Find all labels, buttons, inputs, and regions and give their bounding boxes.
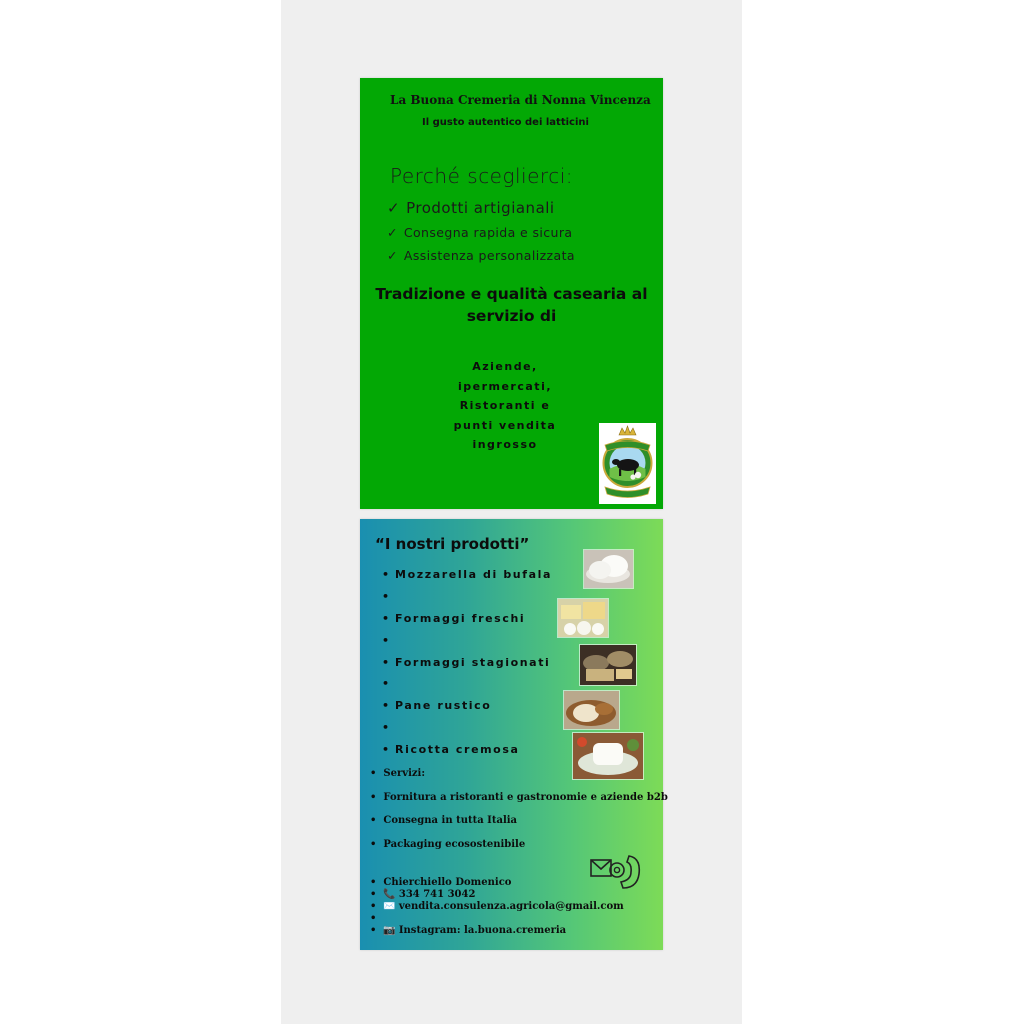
why-heading: Perché sceglierci: — [390, 164, 573, 188]
camera-icon: 📷 — [383, 924, 396, 936]
rustic-bread-photo — [563, 690, 620, 730]
logo-emblem — [599, 423, 656, 504]
service-item: • Consegna in tutta Italia — [370, 815, 668, 839]
services-heading: • Servizi: — [370, 768, 668, 792]
tagline: Il gusto autentico dei latticini — [422, 117, 589, 128]
feature-label: Consegna rapida e sicura — [403, 225, 573, 240]
contact-name: • Chierchiello Domenico — [370, 877, 624, 889]
product-item: • Ricotta cremosa — [382, 743, 552, 765]
contact-list — [370, 877, 624, 936]
service-item: • Packaging ecosostenibile — [370, 839, 668, 863]
email-address[interactable]: vendita.consulenza.agricola@gmail.com — [398, 900, 624, 912]
product-item: • Pane rustico — [382, 699, 552, 721]
phone-number: 334 741 3042 — [398, 888, 476, 900]
client-line: Aziende, — [472, 360, 538, 373]
contact-instagram[interactable] — [370, 925, 624, 937]
product-item — [382, 634, 552, 656]
client-line: punti vendita — [453, 418, 557, 432]
service-item: • Fornitura a ristoranti e gastronomie e aziende b2b — [370, 792, 668, 816]
product-item: • Mozzarella di bufala — [382, 568, 552, 590]
client-line: ipermercati, — [457, 379, 553, 393]
feature-label: Assistenza personalizzata — [403, 248, 575, 263]
flyer-page-1 — [360, 78, 663, 509]
contact-blank — [370, 913, 624, 925]
email-icon: ✉️ — [383, 900, 396, 912]
products-title: “I nostri prodotti” — [375, 535, 530, 553]
check-icon: ✓ — [387, 248, 398, 263]
product-item: • Formaggi freschi — [382, 612, 552, 634]
flyer-page-2 — [360, 519, 668, 950]
check-icon: ✓ — [387, 199, 401, 217]
product-item: • Formaggi stagionati — [382, 656, 552, 678]
product-item — [382, 677, 552, 699]
feature-3 — [387, 248, 575, 263]
phone-icon: 📞 — [383, 888, 396, 900]
product-item — [382, 590, 552, 612]
feature-1 — [387, 199, 555, 217]
client-line: ingrosso — [472, 438, 538, 451]
client-line: Ristoranti e — [459, 399, 551, 412]
contact-email[interactable] — [370, 901, 624, 913]
feature-label: Prodotti artigianali — [406, 199, 555, 217]
fresh-cheese-photo — [557, 598, 609, 638]
feature-2 — [387, 225, 572, 240]
contact-phone — [370, 889, 624, 901]
instagram-handle[interactable]: Instagram: la.buona.cremeria — [398, 924, 567, 936]
product-item — [382, 721, 552, 743]
aged-cheese-photo — [579, 644, 637, 686]
services-list — [370, 768, 668, 862]
tradition-text: Tradizione e qualità casearia al servizio di — [375, 285, 648, 325]
brand-name: La Buona Cremeria di Nonna Vincenza — [390, 93, 651, 107]
check-icon: ✓ — [387, 225, 398, 240]
cremeria-logo — [599, 423, 656, 504]
products-list — [382, 568, 552, 765]
clients-list — [420, 357, 590, 455]
mozzarella-photo — [583, 549, 634, 589]
